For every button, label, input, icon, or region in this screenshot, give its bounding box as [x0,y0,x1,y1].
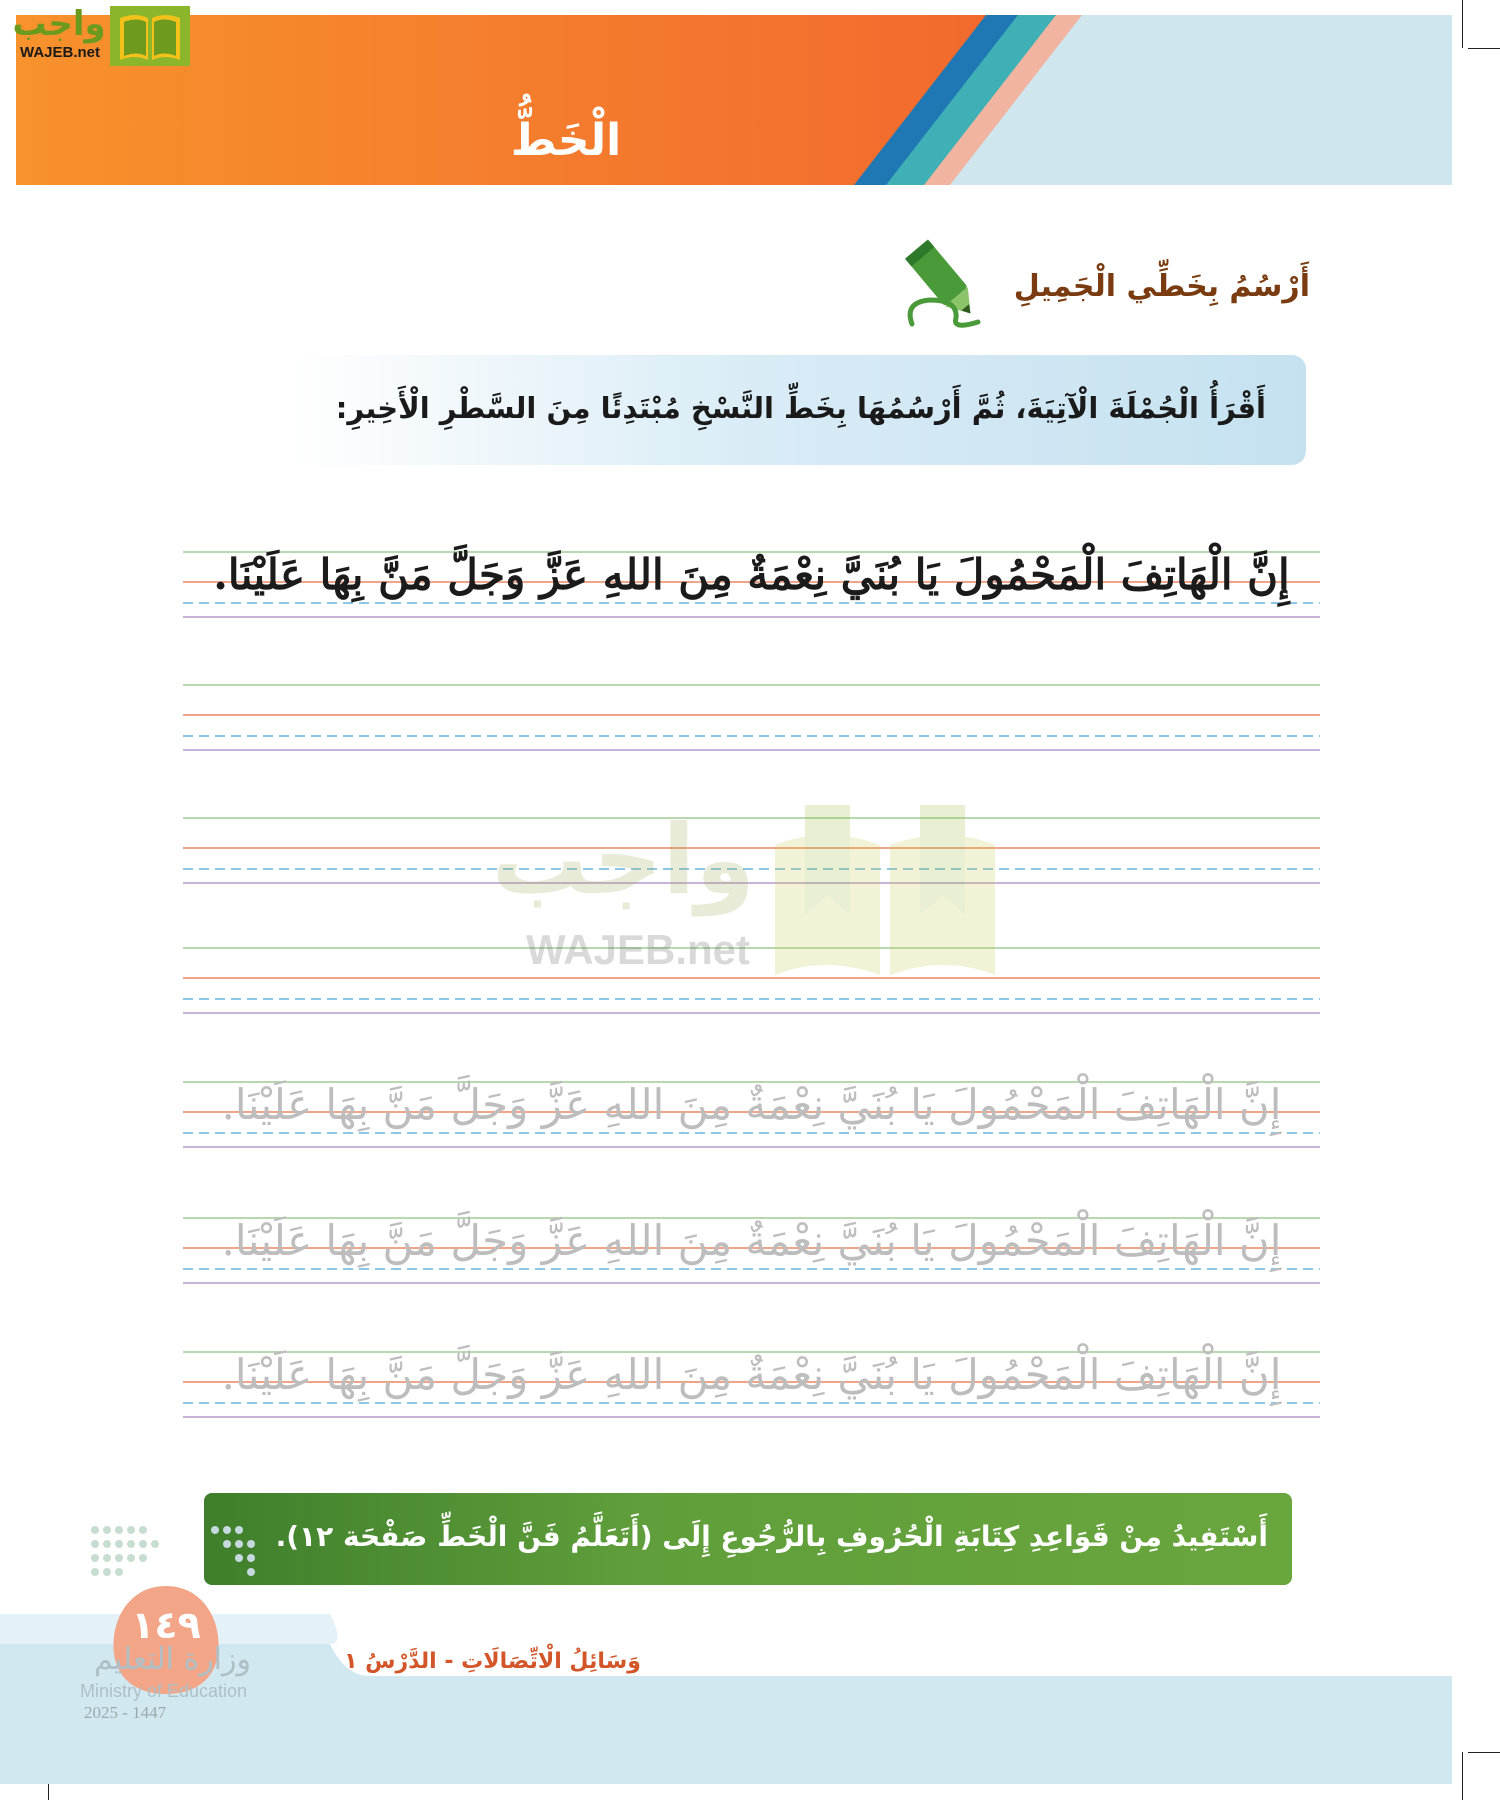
crop-mark [1468,48,1500,49]
trace-line[interactable] [183,1186,1320,1286]
site-logo [10,2,190,66]
tip-bar [204,1493,1292,1585]
site-logo-latin: WAJEB.net [19,44,100,61]
trace-line[interactable] [183,1320,1320,1420]
trace-sentence: إِنَّ الْهَاتِفَ الْمَحْمُولَ يَا بُنَيَّ نِعْمَةٌ مِنَ اللهِ عَزَّ وَجَلَّ مَنَّ بِهَا عَلَيْنَا. [221,1216,1282,1265]
lesson-label: وَسَائِلُ الْاتِّصَالَاتِ - الدَّرْسُ ١ [344,1649,641,1674]
edition-year: 2025 - 1447 [84,1703,167,1722]
watermark-latin: WAJEB.net [525,926,751,973]
writing-line[interactable] [183,655,1320,755]
tip-text: أَسْتَفِيدُ مِنْ قَوَاعِدِ كِتَابَةِ الْحُرُوفِ بِالرُّجُوعِ إِلَى (أَتَعَلَّمُ فَنَّ الْخَطِّ صَفْحَة ١٢). [275,1520,1268,1553]
crop-mark [1462,1752,1463,1800]
trace-sentence: إِنَّ الْهَاتِفَ الْمَحْمُولَ يَا بُنَيَّ نِعْمَةٌ مِنَ اللهِ عَزَّ وَجَلَّ مَنَّ بِهَا عَلَيْنَا. [221,1350,1282,1399]
trace-sentence: إِنَّ الْهَاتِفَ الْمَحْمُولَ يَا بُنَيَّ نِعْمَةٌ مِنَ اللهِ عَزَّ وَجَلَّ مَنَّ بِهَا عَلَيْنَا. [221,1080,1282,1129]
guide-lines [183,655,1320,755]
instruction-box [292,355,1306,465]
watermark-book-icon [775,805,995,975]
model-sentence: إِنَّ الْهَاتِفَ الْمَحْمُولَ يَا بُنَيَّ نِعْمَةٌ مِنَ اللهِ عَزَّ وَجَلَّ مَنَّ بِهَا عَلَيْنَا. [213,550,1290,599]
page-number: ١٤٩ [131,1603,201,1647]
ministry-name-arabic: وزارة التعليم [93,1642,251,1677]
instruction-text: أَقْرَأُ الْجُمْلَةَ الْآتِيَةَ، ثُمَّ أَرْسُمُهَا بِخَطِّ النَّسْخِ مُبْتَدِئًا مِنَ السَّطْرِ الْأَخِيرِ: [335,391,1266,425]
crop-mark [1468,1752,1500,1753]
header-banner [16,15,1452,185]
watermark-arabic: واجب [491,804,755,916]
pencil-icon [900,230,990,330]
site-logo-arabic: واجب [12,4,106,44]
crop-mark [1462,0,1463,48]
section-heading: أَرْسُمُ بِخَطِّي الْجَمِيلِ [1013,269,1310,304]
model-line [183,520,1320,620]
watermark [491,804,1005,995]
ministry-name-english: Ministry of Education [80,1681,248,1701]
book-icon [110,6,190,66]
page-title: الْخَطُّ [510,115,622,166]
trace-line[interactable] [183,1050,1320,1150]
